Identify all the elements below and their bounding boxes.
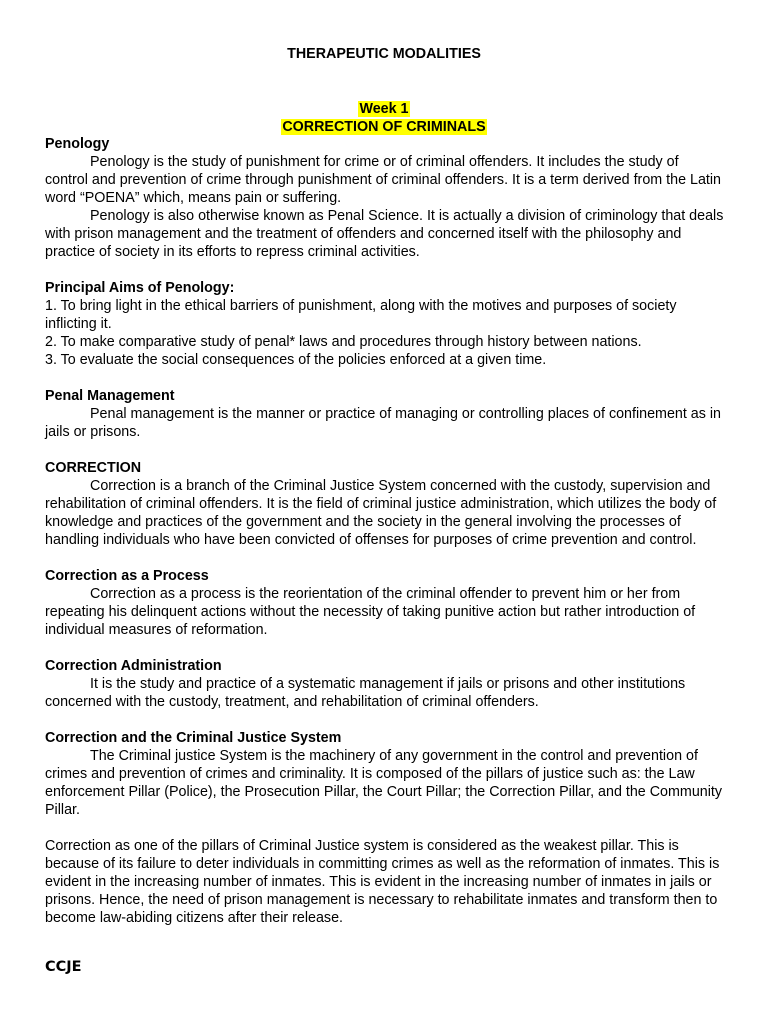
heading-correction-administration: Correction Administration [45, 658, 222, 674]
list-item: 2. To make comparative study of penal* laws and procedures through history between nations. [45, 334, 642, 350]
heading-penology: Penology [45, 136, 110, 152]
week-title: CORRECTION OF CRIMINALS [282, 119, 486, 135]
list-item: 3. To evaluate the social consequences of the policies enforced at a given time. [45, 352, 547, 368]
paragraph: Correction is a branch of the Criminal Justice System concerned with the custody, supervision and rehabilitation of criminal offenders. It is the field of criminal justice administration, which utilizes the body of knowledge and practices of the government and the society in the general involving the processes of handling individuals who have been convicted of offenses for purposes of crime prevention and control. [45, 478, 717, 548]
paragraph: Penal management is the manner or practice of managing or controlling places of confinement as in jails or prisons. [45, 406, 722, 440]
week-label: Week 1 [359, 101, 409, 117]
paragraph: The Criminal justice System is the machinery of any government in the control and prevention of crimes and prevention of crimes and criminality. It is composed of the pillars of justice such as: the Law enforcement Pillar (Police), the Prosecution Pillar, the Court Pillar; the Correction Pillar, and the Community Pillar. [45, 748, 723, 818]
heading-principal-aims: Principal Aims of Penology: [45, 280, 235, 296]
paragraph: It is the study and practice of a systematic management if jails or prisons and other institutions concerned with the custody, treatment, and rehabilitation of criminal offenders. [45, 676, 686, 710]
document-body [45, 135, 725, 927]
heading-penal-management: Penal Management [45, 388, 175, 404]
paragraph: Correction as one of the pillars of Criminal Justice system is considered as the weakest pillar. This is because of its failure to deter individuals in committing crimes as well as the reformation of inmates. This is evident in the increasing number of inmates. This is evident in the increasing number of inmates in jails or prisons. Hence, the need of prison management is necessary to rehabilitate inmates and transform then to become law-abiding citizens after their release. [45, 838, 720, 926]
paragraph: Penology is the study of punishment for crime or of criminal offenders. It includes the study of control and prevention of crime through punishment of criminal offenders. It is a term derived from the Latin word “POENA” which, means pain or suffering. [45, 154, 722, 206]
paragraph: Correction as a process is the reorientation of the criminal offender to prevent him or her from repeating his delinquent actions without the necessity of taking punitive action but rather introduction of individual measures of reformation. [45, 586, 696, 638]
footer-label: CCJE [45, 959, 82, 975]
list-item: 1. To bring light in the ethical barriers of punishment, along with the motives and purposes of society inflicting it. [45, 298, 677, 332]
week-header [0, 100, 768, 136]
heading-correction-process: Correction as a Process [45, 568, 209, 584]
document-title: THERAPEUTIC MODALITIES [287, 46, 481, 62]
heading-correction: CORRECTION [45, 460, 142, 476]
heading-criminal-justice-system: Correction and the Criminal Justice System [45, 730, 342, 746]
paragraph: Penology is also otherwise known as Penal Science. It is actually a division of criminology that deals with prison management and the treatment of offenders and concerned itself with the philosophy and practice of society in its efforts to repress criminal activities. [45, 208, 724, 260]
